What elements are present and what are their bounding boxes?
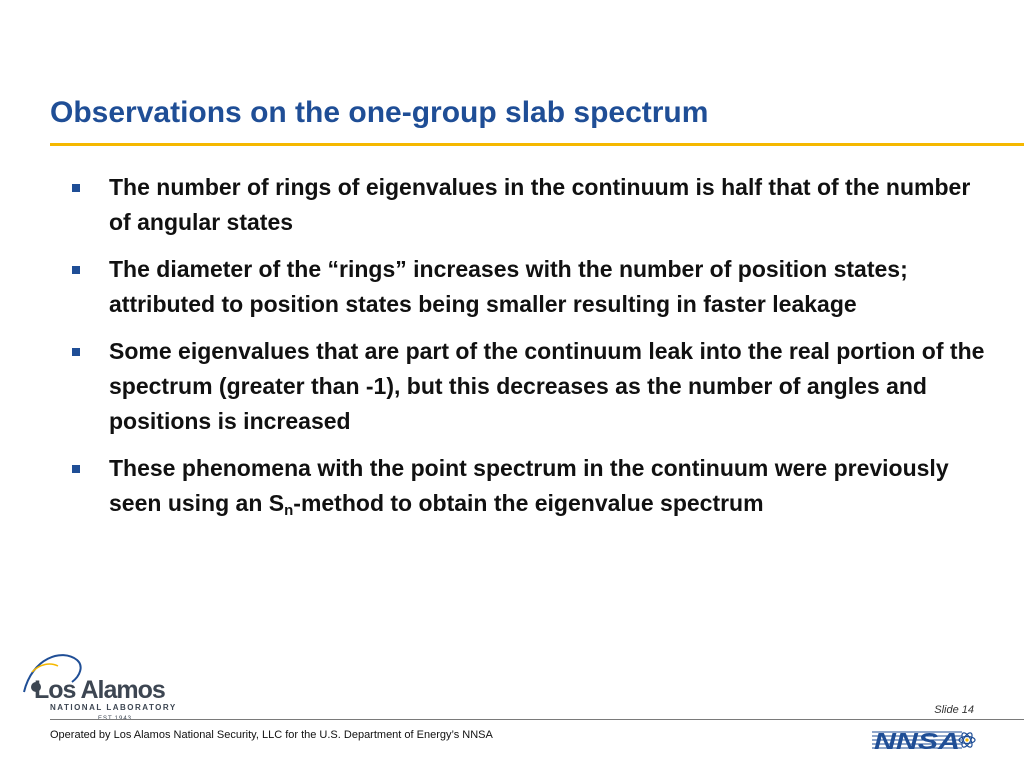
bullet-list <box>70 170 985 533</box>
nnsa-wordmark: NNSA <box>874 728 960 752</box>
atom-nucleus-icon <box>965 738 968 741</box>
square-bullet-icon <box>72 348 80 356</box>
bullet-text <box>109 455 949 519</box>
nnsa-logo <box>872 728 977 752</box>
bullet-item <box>70 252 985 322</box>
lanl-wordmark: Los Alamos <box>34 676 165 704</box>
bullet-text-before: These phenomena with the point spectrum in the continuum were previously seen using an S <box>109 455 949 516</box>
bullet-item <box>70 170 985 240</box>
footer-divider <box>50 719 1024 720</box>
bullet-text: The number of rings of eigenvalues in the continuum is half that of the number of angular states <box>109 174 971 235</box>
square-bullet-icon <box>72 184 80 192</box>
bullet-text-after: -method to obtain the eigenvalue spectrum <box>293 490 764 516</box>
square-bullet-icon <box>72 465 80 473</box>
title-divider <box>50 143 1024 146</box>
bullet-text: Some eigenvalues that are part of the continuum leak into the real portion of the spectrum (greater than -1), but this decreases as the number of angles and positions is increased <box>109 338 985 434</box>
lanl-subtitle: NATIONAL LABORATORY <box>50 703 177 712</box>
bullet-item <box>70 451 985 521</box>
slide-number: Slide 14 <box>934 704 974 716</box>
square-bullet-icon <box>72 266 80 274</box>
bullet-item <box>70 334 985 439</box>
subscript-n: n <box>284 502 294 519</box>
footer-operated-by: Operated by Los Alamos National Security, LLC for the U.S. Department of Energy’s NNSA <box>50 729 493 741</box>
bullet-text: The diameter of the “rings” increases with the number of position states; attributed to position states being smaller resulting in faster leakage <box>109 256 908 317</box>
slide-title: Observations on the one-group slab spectrum <box>50 96 709 129</box>
orbit-arc-icon <box>32 664 58 672</box>
